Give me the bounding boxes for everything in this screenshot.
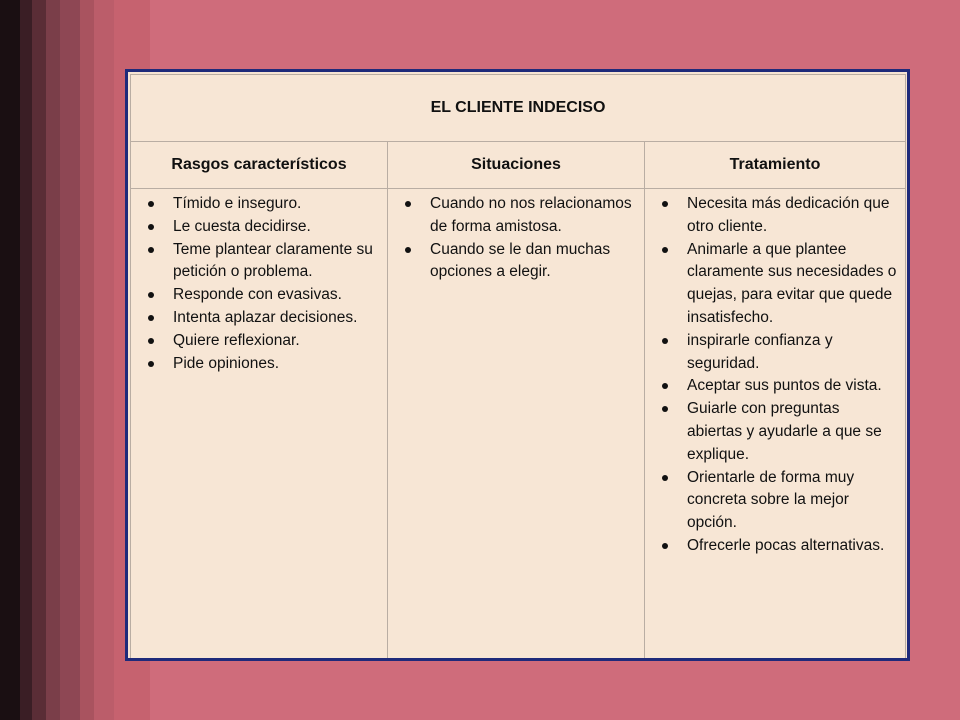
decor-stripe (46, 0, 60, 720)
decor-stripe (80, 0, 94, 720)
list-item: Le cuesta decidirse. (141, 216, 379, 239)
decor-stripe (60, 0, 80, 720)
situaciones-cell (388, 189, 645, 662)
list-item: Orientarle de forma muy concreta sobre la mejor opción. (655, 467, 897, 535)
rasgos-cell (131, 189, 388, 662)
decor-stripe (32, 0, 46, 720)
tratamiento-cell (645, 189, 906, 662)
list-item: Necesita más dedicación que otro cliente. (655, 193, 897, 239)
tratamiento-list (655, 193, 897, 558)
list-item: Teme plantear claramente su petición o problema. (141, 239, 379, 285)
header-tratamiento: Tratamiento (645, 142, 906, 189)
list-item: Animarle a que plantee claramente sus necesidades o quejas, para evitar que quede insatisfecho. (655, 239, 897, 330)
decor-stripe (20, 0, 32, 720)
list-item: inspirarle confianza y seguridad. (655, 330, 897, 376)
body-row (131, 189, 906, 662)
list-item: Ofrecerle pocas alternativas. (655, 535, 897, 558)
table-title: EL CLIENTE INDECISO (131, 75, 906, 142)
list-item: Tímido e inseguro. (141, 193, 379, 216)
table-frame (125, 69, 910, 661)
header-situaciones: Situaciones (388, 142, 645, 189)
list-item: Responde con evasivas. (141, 284, 379, 307)
title-row (131, 75, 906, 142)
rasgos-list (141, 193, 379, 375)
list-item: Cuando se le dan muchas opciones a elegir. (398, 239, 636, 285)
list-item: Cuando no nos relacionamos de forma amistosa. (398, 193, 636, 239)
decor-stripe (0, 0, 20, 720)
header-row (131, 142, 906, 189)
header-rasgos: Rasgos característicos (131, 142, 388, 189)
client-table (130, 74, 906, 661)
list-item: Intenta aplazar decisiones. (141, 307, 379, 330)
list-item: Guiarle con preguntas abiertas y ayudarle a que se explique. (655, 398, 897, 466)
list-item: Quiere reflexionar. (141, 330, 379, 353)
decor-stripe (94, 0, 114, 720)
situaciones-list (398, 193, 636, 284)
list-item: Pide opiniones. (141, 353, 379, 376)
list-item: Aceptar sus puntos de vista. (655, 375, 897, 398)
